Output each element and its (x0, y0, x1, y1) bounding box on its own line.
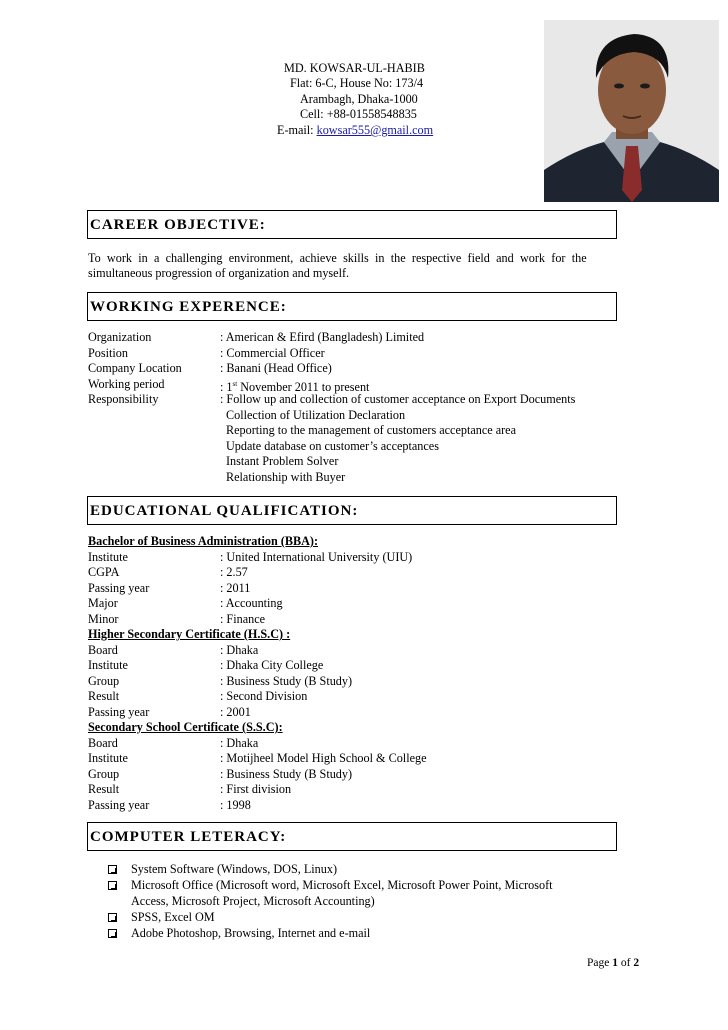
page-number (587, 957, 639, 969)
ssc-heading: Secondary School Certificate (S.S.C): (88, 720, 283, 734)
cell-number: Cell: +88-01558548835 (300, 107, 417, 121)
ssc-label: Institute (88, 751, 128, 765)
duty-item: Reporting to the management of customers acceptance area (226, 423, 517, 437)
address-line-1: Flat: 6-C, House No: 173/4 (290, 76, 424, 90)
work-label: Organization (88, 330, 152, 344)
hsc-label: Result (88, 689, 120, 703)
email-line (277, 123, 433, 138)
computer-item-continuation: Access, Microsoft Project, Microsoft Accounting) (131, 894, 375, 908)
hsc-value: : Dhaka City College (220, 658, 324, 672)
career-objective-title: CAREER OBJECTIVE: (90, 217, 266, 233)
computer-item: System Software (Windows, DOS, Linux) (131, 862, 338, 876)
hsc-label: Passing year (88, 704, 150, 719)
ssc-label: Group (88, 766, 120, 781)
bba-value: : Accounting (220, 596, 283, 610)
computer-item: Adobe Photoshop, Browsing, Internet and e-mail (131, 926, 371, 940)
hsc-label: Group (88, 673, 120, 688)
bba-value: : 2011 (220, 580, 251, 595)
page-of-word: of (617, 957, 634, 969)
education-title: EDUCATIONAL QUALIFICATION: (90, 503, 359, 519)
computer-literacy-title: COMPUTER LETERACY: (90, 829, 287, 845)
email-link[interactable]: kowsar555@gmail.com (316, 123, 434, 137)
bba-label: Major (88, 596, 118, 610)
work-label: Working period (88, 376, 165, 391)
duty-item: Update database on customer’s acceptances (226, 438, 439, 453)
ssc-label: Passing year (88, 797, 150, 812)
duty-item: Instant Problem Solver (226, 454, 339, 468)
hsc-label: Board (88, 642, 118, 657)
bba-heading: Bachelor of Business Administration (BBA): (88, 534, 319, 548)
bba-label: Institute (88, 549, 128, 564)
checkbox-bullet-icon (108, 929, 117, 938)
checkbox-bullet-icon (108, 881, 117, 890)
work-value: : Commercial Officer (220, 345, 325, 360)
hsc-label: Institute (88, 658, 128, 672)
work-value: : Banani (Head Office) (220, 361, 332, 375)
duty-item: Collection of Utilization Declaration (226, 407, 406, 422)
hsc-value: : Dhaka (220, 642, 259, 657)
duty-item: Relationship with Buyer (226, 469, 346, 484)
hsc-heading: Higher Secondary Certificate (H.S.C) : (88, 627, 291, 641)
work-value: : American & Efird (Bangladesh) Limited (220, 330, 425, 344)
profile-photo (544, 20, 719, 202)
ssc-value: : Motijheel Model High School & College (220, 751, 427, 765)
work-value-pre: : 1 (220, 379, 233, 394)
page-word: Page (587, 957, 613, 969)
ssc-label: Result (88, 782, 120, 796)
applicant-name: MD. KOWSAR-UL-HABIB (284, 61, 425, 75)
hsc-value: : Business Study (B Study) (220, 673, 353, 688)
computer-literacy-box (87, 822, 617, 851)
hsc-value: : Second Division (220, 689, 308, 703)
bba-value: : Finance (220, 611, 266, 626)
work-value-post: November 2011 to present (237, 379, 370, 394)
ssc-value: : 1998 (220, 797, 251, 812)
work-label: Position (88, 345, 128, 360)
work-value-sup: st (232, 379, 238, 388)
ssc-value: : Dhaka (220, 735, 259, 750)
ssc-label: Board (88, 735, 118, 750)
work-label: Company Location (88, 361, 182, 375)
career-objective-text-1: To work in a challenging environment, achieve skills in the respective field and work for the (88, 251, 587, 265)
bba-label: Passing year (88, 580, 150, 595)
working-experience-box (87, 292, 617, 321)
bba-value: : 2.57 (220, 565, 248, 579)
bba-label: Minor (88, 611, 119, 626)
ssc-value: : First division (220, 782, 292, 796)
checkbox-bullet-icon (108, 865, 117, 874)
computer-item: Microsoft Office (Microsoft word, Microsoft Excel, Microsoft Power Point, Microsoft (131, 878, 553, 892)
work-value: : Follow up and collection of customer acceptance on Export Documents (220, 392, 576, 406)
career-objective-box (87, 210, 617, 239)
page-current: 1 (612, 957, 618, 969)
ssc-value: : Business Study (B Study) (220, 766, 353, 781)
working-experience-title: WORKING EXPERENCE: (90, 299, 287, 315)
bba-value: : United International University (UIU) (220, 549, 413, 564)
checkbox-bullet-icon (108, 913, 117, 922)
page-total: 2 (633, 957, 640, 969)
bba-label: CGPA (88, 565, 120, 579)
hsc-value: : 2001 (220, 704, 251, 719)
address-line-2: Arambagh, Dhaka-1000 (300, 92, 418, 106)
email-label: E-mail: (277, 123, 317, 137)
work-label: Responsibility (88, 392, 159, 406)
career-objective-text-2: simultaneous progression of organization and myself. (88, 266, 350, 280)
computer-item: SPSS, Excel OM (131, 910, 215, 924)
education-box (87, 496, 617, 525)
